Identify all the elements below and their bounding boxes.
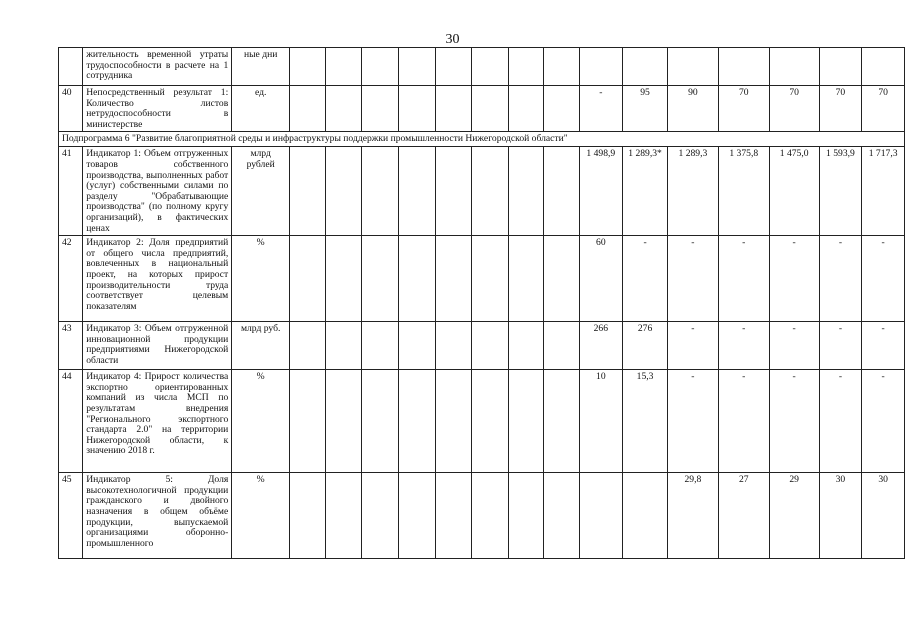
indicator-name: Индикатор 2: Доля предприятий от общего числа предприятий, вовлеченных в национальный проект, на которых прирост производительности труда соответствует целевым показателям (83, 236, 232, 322)
value-cell (398, 322, 435, 370)
value-cell (435, 473, 471, 559)
value-cell: 276 (623, 322, 668, 370)
value-cell (544, 236, 579, 322)
value-cell: 266 (579, 322, 623, 370)
unit-cell: % (232, 236, 290, 322)
value-cell (398, 473, 435, 559)
value-cell (579, 473, 623, 559)
value-cell (544, 322, 579, 370)
indicator-table (58, 47, 905, 559)
value-cell (398, 48, 435, 86)
row-number: 42 (59, 236, 83, 322)
value-cell: 70 (862, 86, 905, 132)
value-cell: 10 (579, 370, 623, 473)
value-cell: 95 (623, 86, 668, 132)
row-number (59, 48, 83, 86)
value-cell (544, 48, 579, 86)
value-cell: - (718, 370, 769, 473)
value-cell (362, 322, 398, 370)
value-cell (326, 48, 362, 86)
value-cell (398, 370, 435, 473)
value-cell (667, 48, 718, 86)
indicator-name: Индикатор 1: Объем отгруженных товаров собственного производства, выполненных работ (услуг) собственными силами по разделу "Обрабатывающие производства" (по полному кругу организаций), в фактических ценах (83, 147, 232, 236)
value-cell: 60 (579, 236, 623, 322)
value-cell (326, 322, 362, 370)
value-cell (290, 322, 326, 370)
value-cell (471, 322, 508, 370)
unit-cell: млрд руб. (232, 322, 290, 370)
value-cell: 90 (667, 86, 718, 132)
value-cell (398, 236, 435, 322)
value-cell (290, 48, 326, 86)
value-cell: 1 375,8 (718, 147, 769, 236)
value-cell: 1 498,9 (579, 147, 623, 236)
value-cell: - (718, 322, 769, 370)
value-cell: - (667, 322, 718, 370)
value-cell (290, 86, 326, 132)
value-cell: 30 (819, 473, 862, 559)
value-cell: - (579, 86, 623, 132)
unit-cell: ные дни (232, 48, 290, 86)
value-cell (509, 473, 544, 559)
value-cell (509, 48, 544, 86)
value-cell (544, 147, 579, 236)
unit-cell: % (232, 473, 290, 559)
value-cell (398, 86, 435, 132)
value-cell: 70 (819, 86, 862, 132)
indicator-name: Непосредственный результат 1: Количество листов нетрудоспособности в министерстве (83, 86, 232, 132)
value-cell (326, 473, 362, 559)
unit-cell: % (232, 370, 290, 473)
value-cell: 29 (769, 473, 819, 559)
value-cell: 27 (718, 473, 769, 559)
value-cell (435, 370, 471, 473)
value-cell (435, 86, 471, 132)
value-cell (544, 473, 579, 559)
value-cell (471, 86, 508, 132)
value-cell (290, 473, 326, 559)
unit-cell: млрд рублей (232, 147, 290, 236)
value-cell (819, 48, 862, 86)
value-cell: 70 (769, 86, 819, 132)
subprogram-title: Подпрограмма 6 "Развитие благоприятной среды и инфраструктуры поддержки промышленности Нижегородской области" (59, 132, 905, 147)
value-cell: - (667, 236, 718, 322)
unit-cell: ед. (232, 86, 290, 132)
value-cell (769, 48, 819, 86)
value-cell: 70 (718, 86, 769, 132)
value-cell (509, 322, 544, 370)
value-cell (290, 147, 326, 236)
value-cell (862, 48, 905, 86)
value-cell (435, 147, 471, 236)
value-cell (509, 370, 544, 473)
value-cell: 1 289,3* (623, 147, 668, 236)
value-cell (544, 86, 579, 132)
value-cell (362, 48, 398, 86)
value-cell: 15,3 (623, 370, 668, 473)
value-cell (435, 48, 471, 86)
value-cell (362, 236, 398, 322)
value-cell: - (667, 370, 718, 473)
value-cell: 30 (862, 473, 905, 559)
table-row (59, 48, 905, 86)
value-cell (623, 48, 668, 86)
value-cell: 29,8 (667, 473, 718, 559)
table-row (59, 236, 905, 322)
value-cell (471, 147, 508, 236)
table-row (59, 473, 905, 559)
row-number: 44 (59, 370, 83, 473)
value-cell (579, 48, 623, 86)
value-cell: - (819, 236, 862, 322)
table-body (59, 48, 905, 559)
indicator-name: Индикатор 5: Доля высокотехнологичной продукции гражданского и двойного назначения в общем объёме продукции, выпускаемой организациями оборонно-промышленного (83, 473, 232, 559)
value-cell: - (862, 370, 905, 473)
value-cell (362, 473, 398, 559)
value-cell (326, 86, 362, 132)
value-cell (435, 236, 471, 322)
value-cell (544, 370, 579, 473)
table-row (59, 322, 905, 370)
value-cell (623, 473, 668, 559)
value-cell: - (769, 322, 819, 370)
indicator-name: Индикатор 4: Прирост количества экспортно ориентированных компаний из числа МСП по результатам внедрения "Регионального экспортного стандарта 2.0" на территории Нижегородской области, к значению 2018 г. (83, 370, 232, 473)
row-number: 40 (59, 86, 83, 132)
table-row (59, 370, 905, 473)
value-cell (398, 147, 435, 236)
value-cell (362, 370, 398, 473)
value-cell (326, 147, 362, 236)
value-cell (471, 473, 508, 559)
value-cell: - (718, 236, 769, 322)
value-cell (471, 236, 508, 322)
page-number: 30 (445, 32, 460, 47)
row-number: 43 (59, 322, 83, 370)
value-cell: - (819, 322, 862, 370)
value-cell (509, 86, 544, 132)
value-cell: - (862, 236, 905, 322)
value-cell (290, 236, 326, 322)
indicator-name: жительность временной утраты трудоспособности в расчете на 1 сотрудника (83, 48, 232, 86)
value-cell (435, 322, 471, 370)
value-cell: - (819, 370, 862, 473)
value-cell (718, 48, 769, 86)
row-number: 41 (59, 147, 83, 236)
value-cell: 1 289,3 (667, 147, 718, 236)
value-cell: 1 475,0 (769, 147, 819, 236)
subprogram-row (59, 132, 905, 147)
value-cell (362, 86, 398, 132)
value-cell (326, 370, 362, 473)
indicator-name: Индикатор 3: Объем отгруженной инновационной продукции предприятиями Нижегородской области (83, 322, 232, 370)
value-cell: 1 717,3 (862, 147, 905, 236)
value-cell (326, 236, 362, 322)
value-cell (290, 370, 326, 473)
table-row (59, 86, 905, 132)
value-cell (471, 370, 508, 473)
value-cell (509, 147, 544, 236)
value-cell: - (769, 236, 819, 322)
value-cell: - (623, 236, 668, 322)
table-row (59, 147, 905, 236)
value-cell (509, 236, 544, 322)
value-cell (362, 147, 398, 236)
row-number: 45 (59, 473, 83, 559)
value-cell: - (862, 322, 905, 370)
value-cell (471, 48, 508, 86)
value-cell: - (769, 370, 819, 473)
value-cell: 1 593,9 (819, 147, 862, 236)
